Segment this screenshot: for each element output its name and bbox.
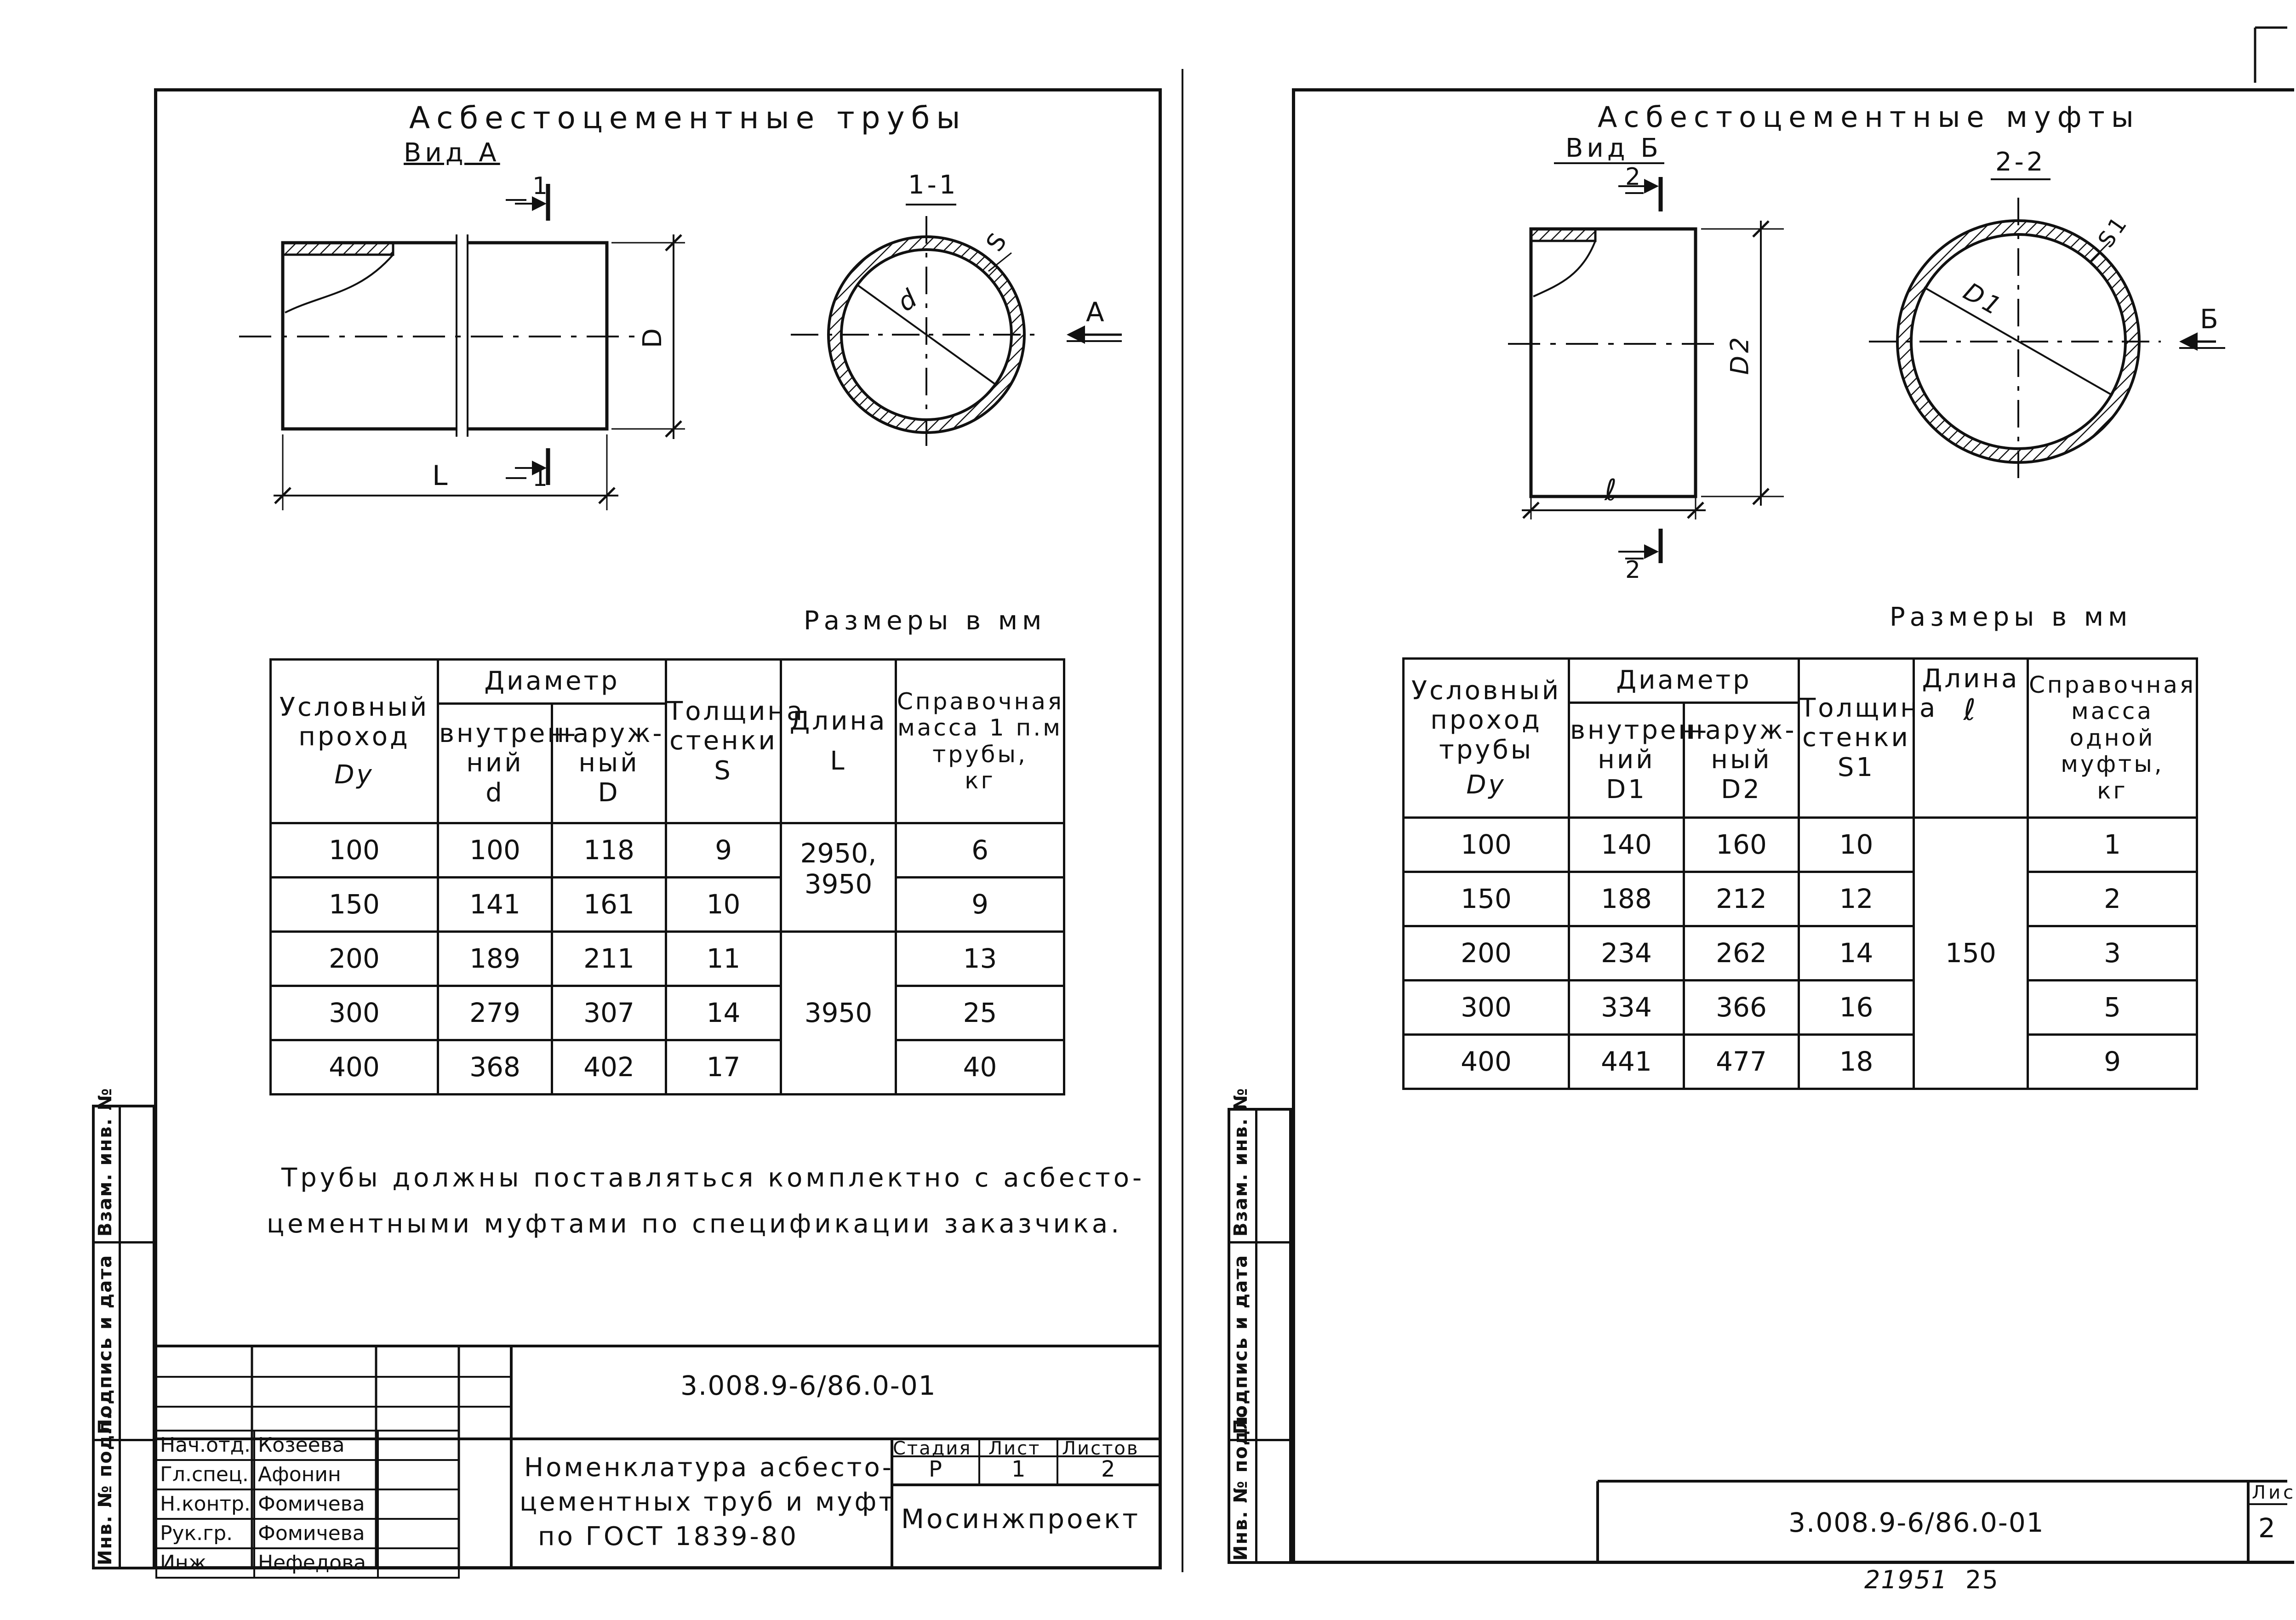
sheet-value: 1	[1011, 1456, 1028, 1482]
cut-mark-bottom: 1	[532, 464, 551, 492]
cell: 9	[896, 878, 1064, 932]
section-1-1-label: 1-1	[908, 170, 959, 200]
cell: 17	[666, 1040, 781, 1095]
cell: 12	[1799, 872, 1914, 926]
cell: 6	[896, 823, 1064, 878]
col-diameter-header: Диаметр	[438, 660, 666, 704]
cell: 141	[438, 878, 552, 932]
length-cell-a: 2950, 3950	[781, 823, 896, 932]
dim-inner-label: D1	[1959, 277, 2008, 322]
table-row	[1404, 926, 2197, 981]
stamp-doc-code: 3.008.9-6/86.0-01	[680, 1370, 937, 1401]
stamp-row: Рук.гр. Фомичева	[156, 1519, 459, 1548]
col-inner-header: внутрен- ний D1	[1569, 703, 1684, 818]
col-nominal-header: Условный проход трубы Dy	[1404, 659, 1569, 818]
pipes-title: Асбестоцементные трубы	[409, 100, 967, 136]
table-row	[271, 932, 1064, 986]
dim-diameter-label: D	[638, 325, 668, 348]
cell: 5	[2028, 981, 2197, 1035]
side-label-repl: Взам. инв. №	[1230, 1087, 1251, 1237]
side-label-repl: Взам. инв. №	[95, 1087, 116, 1237]
cell: 10	[1799, 818, 1914, 872]
dim-length-label: ℓ	[1605, 473, 1620, 508]
cell: 1	[2028, 818, 2197, 872]
cell: 14	[1799, 926, 1914, 981]
cell: 477	[1684, 1035, 1799, 1089]
col-diameter-header: Диаметр	[1569, 659, 1799, 703]
stamp-row: Нач.отд. Козеева	[156, 1431, 459, 1460]
cut-mark-top: 1	[532, 172, 551, 200]
strip-divider	[1255, 1108, 1257, 1564]
view-b-label: Вид Б	[1565, 133, 1662, 163]
cell: 100	[438, 823, 552, 878]
side-label-sign: Подпись и дата	[1230, 1254, 1251, 1434]
cell: 9	[2028, 1035, 2197, 1089]
strip-divider	[1228, 1241, 1292, 1244]
cut-mark-top: 2	[1625, 163, 1644, 191]
col-mass-header: Справочная масса одной муфты, кг	[2028, 659, 2197, 818]
cell: 366	[1684, 981, 1799, 1035]
stamp-row: Гл.спец. Афонин	[156, 1460, 459, 1489]
table-row	[1404, 981, 2197, 1035]
view-arrow-label: Б	[2200, 303, 2221, 335]
table-row	[271, 823, 1064, 878]
cell: 334	[1569, 981, 1684, 1035]
col-outer-header: наруж- ный D	[552, 704, 666, 823]
col-length-header: Длина ℓ	[1914, 659, 2028, 818]
pipes-table	[269, 658, 1065, 1095]
sheets-value: 2	[1101, 1456, 1118, 1482]
cell: 13	[896, 932, 1064, 986]
stage-header: Стадия	[893, 1438, 972, 1459]
units-label: Размеры в мм	[804, 606, 1046, 636]
cell: 100	[271, 823, 438, 878]
cell: 16	[1799, 981, 1914, 1035]
dim-inner-label: d	[892, 282, 925, 318]
cell: 400	[271, 1040, 438, 1095]
col-length-header: Длина L	[781, 660, 896, 823]
cell: 25	[896, 986, 1064, 1040]
col-inner-header: внутрен- ний d	[438, 704, 552, 823]
strip-divider	[92, 1241, 155, 1244]
cell: 11	[666, 932, 781, 986]
col-outer-header: наруж- ный D2	[1684, 703, 1799, 818]
note-line-1: Трубы должны поставляться комплектно с асбесто-	[281, 1163, 1145, 1193]
cell: 200	[271, 932, 438, 986]
cell: 18	[1799, 1035, 1914, 1089]
cell: 150	[1404, 872, 1569, 926]
cell: 150	[271, 878, 438, 932]
sheets-header: Листов	[1062, 1438, 1139, 1459]
cell: 441	[1569, 1035, 1684, 1089]
cell: 262	[1684, 926, 1799, 981]
cell: 140	[1569, 818, 1684, 872]
note-line-2: цементными муфтами по спецификации заказчика.	[267, 1209, 1123, 1239]
stamp-title-2: цементных труб и муфт	[520, 1487, 896, 1517]
cell: 200	[1404, 926, 1569, 981]
sheet-value: 2	[2258, 1512, 2278, 1544]
table-row	[1404, 1035, 2197, 1089]
cell: 212	[1684, 872, 1799, 926]
cell: 307	[552, 986, 666, 1040]
side-label-inv: Инв. № подл.	[95, 1412, 116, 1565]
cell: 14	[666, 986, 781, 1040]
side-label-sign: Подпись и дата	[95, 1254, 116, 1434]
cell: 2	[2028, 872, 2197, 926]
stamp-title-3: по ГОСТ 1839-80	[538, 1522, 799, 1552]
col-nominal-header: Условный проход Dy	[271, 660, 438, 823]
strip-divider	[119, 1105, 121, 1569]
table-row	[1404, 872, 2197, 926]
cell: 211	[552, 932, 666, 986]
cell: 300	[271, 986, 438, 1040]
cell: 188	[1569, 872, 1684, 926]
sheet-header: Лист	[988, 1438, 1041, 1459]
dim-wall-label: S1	[2093, 210, 2134, 252]
cell: 3	[2028, 926, 2197, 981]
col-wall-header: Толщина стенки S1	[1799, 659, 1914, 818]
side-label-inv: Инв. № подл.	[1230, 1407, 1251, 1561]
stamp-doc-code: 3.008.9-6/86.0-01	[1788, 1507, 2045, 1538]
table-row	[271, 1040, 1064, 1095]
cell: 9	[666, 823, 781, 878]
cell: 118	[552, 823, 666, 878]
org-name: Мосинжпроект	[901, 1503, 1141, 1534]
cell: 10	[666, 878, 781, 932]
section-2-2-label: 2-2	[1995, 147, 2046, 177]
col-mass-header: Справочная масса 1 п.м трубы, кг	[896, 660, 1064, 823]
cell: 300	[1404, 981, 1569, 1035]
page-number: 25	[1965, 1565, 1999, 1594]
cell: 189	[438, 932, 552, 986]
cell: 100	[1404, 818, 1569, 872]
archive-number: 21951	[1864, 1565, 1948, 1594]
cell: 160	[1684, 818, 1799, 872]
stage-value: Р	[929, 1456, 945, 1482]
cell: 161	[552, 878, 666, 932]
table-row	[271, 986, 1064, 1040]
length-cell-b: 3950	[781, 932, 896, 1095]
dim-diameter-label: D2	[1725, 334, 1754, 375]
stamp-people	[155, 1430, 460, 1579]
couplings-title: Асбестоцементные муфты	[1598, 100, 2140, 134]
cell: 402	[552, 1040, 666, 1095]
couplings-table	[1402, 657, 2198, 1090]
cut-mark-bottom: 2	[1625, 556, 1644, 584]
view-a-label: Вид А	[404, 138, 500, 168]
col-wall-header: Толщина стенки S	[666, 660, 781, 823]
stamp-row: Н.контр. Фомичева	[156, 1489, 459, 1519]
stamp-row: Инж. Нефедова	[156, 1548, 459, 1578]
sheet-header: Лис	[2252, 1482, 2296, 1503]
table-row	[1404, 818, 2197, 872]
stamp-title-1: Номенклатура асбесто-	[524, 1453, 894, 1483]
cell: 400	[1404, 1035, 1569, 1089]
view-arrow-label: А	[1086, 297, 1107, 328]
cell: 40	[896, 1040, 1064, 1095]
cell: 234	[1569, 926, 1684, 981]
cell: 368	[438, 1040, 552, 1095]
units-label: Размеры в мм	[1890, 602, 2132, 632]
dim-wall-label: S	[981, 226, 1014, 257]
length-cell: 150	[1914, 818, 2028, 1089]
cell: 279	[438, 986, 552, 1040]
dim-length-label: L	[432, 460, 451, 492]
table-row	[271, 878, 1064, 932]
